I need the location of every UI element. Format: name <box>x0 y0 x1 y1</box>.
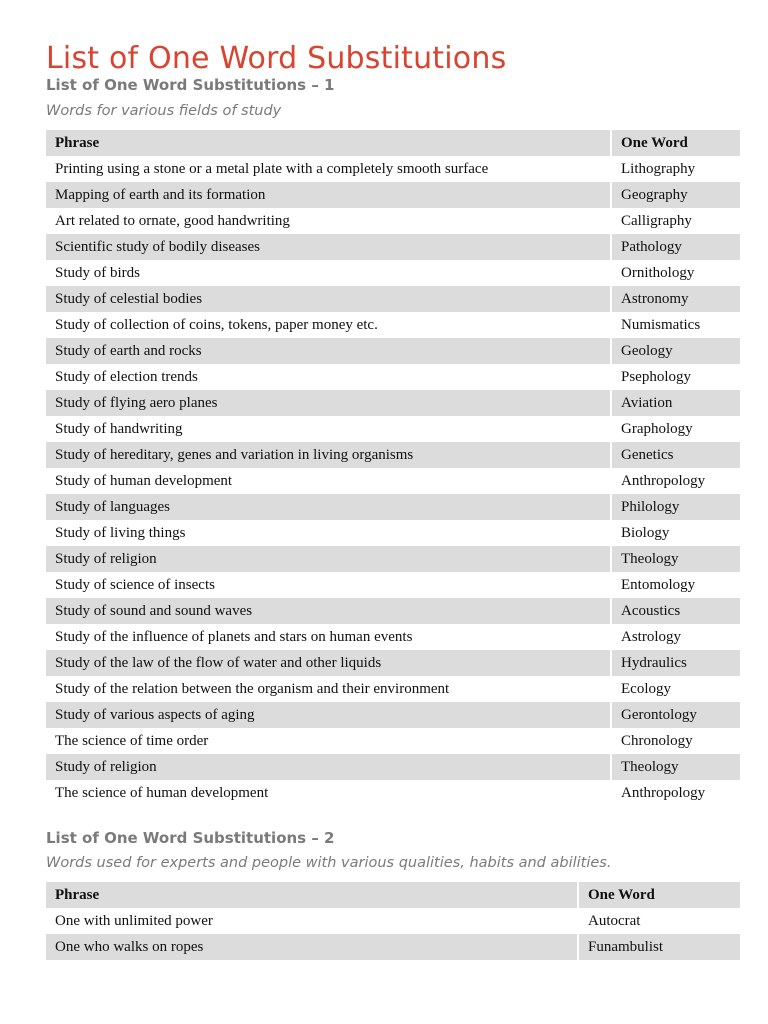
one-word-cell: Graphology <box>621 420 693 437</box>
phrase-cell: Study of hereditary, genes and variation in living organisms <box>46 442 611 468</box>
one-word-cell: Autocrat <box>588 912 641 929</box>
phrase-cell: Study of sound and sound waves <box>46 598 611 624</box>
table-row <box>46 676 740 702</box>
table-row <box>46 494 740 520</box>
one-word-cell: Anthropology <box>621 472 706 489</box>
phrase-cell: Mapping of earth and its formation <box>46 182 611 208</box>
one-word-column-header: One Word <box>611 130 740 156</box>
phrase-cell: One who walks on ropes <box>46 934 578 960</box>
one-word-cell: Hydraulics <box>611 650 740 676</box>
phrase-cell: Study of flying aero planes <box>46 390 611 416</box>
one-word-cell: Geology <box>611 338 740 364</box>
table-row <box>46 520 740 546</box>
table-row <box>46 182 740 208</box>
table-row <box>46 260 740 286</box>
table-header-row <box>46 130 740 156</box>
one-word-cell: Ecology <box>621 680 671 697</box>
one-word-cell: Theology <box>611 754 740 780</box>
phrase-cell: Printing using a stone or a metal plate with a completely smooth surface <box>46 156 611 182</box>
one-word-cell: Biology <box>621 524 670 541</box>
phrase-cell: Study of collection of coins, tokens, paper money etc. <box>46 312 611 338</box>
table-row <box>46 754 740 780</box>
section-2-subheading: Words used for experts and people with various qualities, habits and abilities. <box>46 855 612 871</box>
table-row <box>46 286 740 312</box>
table-row <box>46 208 740 234</box>
one-word-cell: Calligraphy <box>621 212 692 229</box>
phrase-cell: Study of election trends <box>46 364 611 390</box>
phrase-column-header: Phrase <box>46 130 611 156</box>
phrase-cell: The science of human development <box>46 780 611 806</box>
one-word-cell: Funambulist <box>578 934 740 960</box>
phrase-cell: Study of the law of the flow of water and other liquids <box>46 650 611 676</box>
phrase-cell: Scientific study of bodily diseases <box>46 234 611 260</box>
table-row <box>46 908 740 934</box>
phrase-cell: Study of languages <box>46 494 611 520</box>
phrase-cell: Study of handwriting <box>46 416 611 442</box>
phrase-cell: Study of birds <box>46 260 611 286</box>
one-word-cell: Gerontology <box>611 702 740 728</box>
table-row <box>46 468 740 494</box>
page-title: List of One Word Substitutions <box>46 41 507 76</box>
table-row <box>46 650 740 676</box>
one-word-column-header: One Word <box>578 882 740 908</box>
phrase-cell: Study of human development <box>46 468 611 494</box>
table-header-row <box>46 882 740 908</box>
table-row <box>46 234 740 260</box>
one-word-cell: Astronomy <box>611 286 740 312</box>
phrase-cell: One with unlimited power <box>46 908 578 934</box>
section-1-subheading: Words for various fields of study <box>46 103 282 119</box>
table-row <box>46 416 740 442</box>
phrase-cell: Study of religion <box>46 754 611 780</box>
section-2-heading: List of One Word Substitutions – 2 <box>46 829 335 847</box>
phrase-cell: Study of science of insects <box>46 572 611 598</box>
phrase-column-header: Phrase <box>46 882 578 908</box>
phrase-cell: The science of time order <box>46 728 611 754</box>
section-1-heading: List of One Word Substitutions – 1 <box>46 76 335 94</box>
table-row <box>46 624 740 650</box>
one-word-cell: Ornithology <box>621 264 695 281</box>
one-word-cell: Pathology <box>611 234 740 260</box>
table-row <box>46 546 740 572</box>
phrase-cell: Study of celestial bodies <box>46 286 611 312</box>
phrase-cell: Study of earth and rocks <box>46 338 611 364</box>
one-word-cell: Geography <box>611 182 740 208</box>
table-row <box>46 364 740 390</box>
table-row <box>46 156 740 182</box>
one-word-cell: Aviation <box>611 390 740 416</box>
table-row <box>46 442 740 468</box>
phrase-cell: Study of living things <box>46 520 611 546</box>
substitutions-table-1 <box>46 130 740 806</box>
one-word-cell: Psephology <box>621 368 692 385</box>
phrase-cell: Art related to ornate, good handwriting <box>46 208 611 234</box>
one-word-cell: Chronology <box>621 732 693 749</box>
one-word-cell: Theology <box>611 546 740 572</box>
one-word-cell: Entomology <box>621 576 696 593</box>
substitutions-table-2 <box>46 882 740 960</box>
phrase-cell: Study of religion <box>46 546 611 572</box>
phrase-cell: Study of the influence of planets and stars on human events <box>46 624 611 650</box>
one-word-cell: Genetics <box>611 442 740 468</box>
table-row <box>46 934 740 960</box>
table-row <box>46 572 740 598</box>
one-word-cell: Anthropology <box>621 784 706 801</box>
table-row <box>46 728 740 754</box>
table-row <box>46 598 740 624</box>
one-word-cell: Astrology <box>621 628 681 645</box>
one-word-cell: Philology <box>611 494 740 520</box>
one-word-cell: Acoustics <box>611 598 740 624</box>
table-row <box>46 702 740 728</box>
one-word-cell: Lithography <box>621 160 696 177</box>
table-row <box>46 390 740 416</box>
table-row <box>46 338 740 364</box>
phrase-cell: Study of the relation between the organism and their environment <box>46 676 611 702</box>
one-word-cell: Numismatics <box>621 316 701 333</box>
table-row <box>46 780 740 806</box>
table-row <box>46 312 740 338</box>
phrase-cell: Study of various aspects of aging <box>46 702 611 728</box>
